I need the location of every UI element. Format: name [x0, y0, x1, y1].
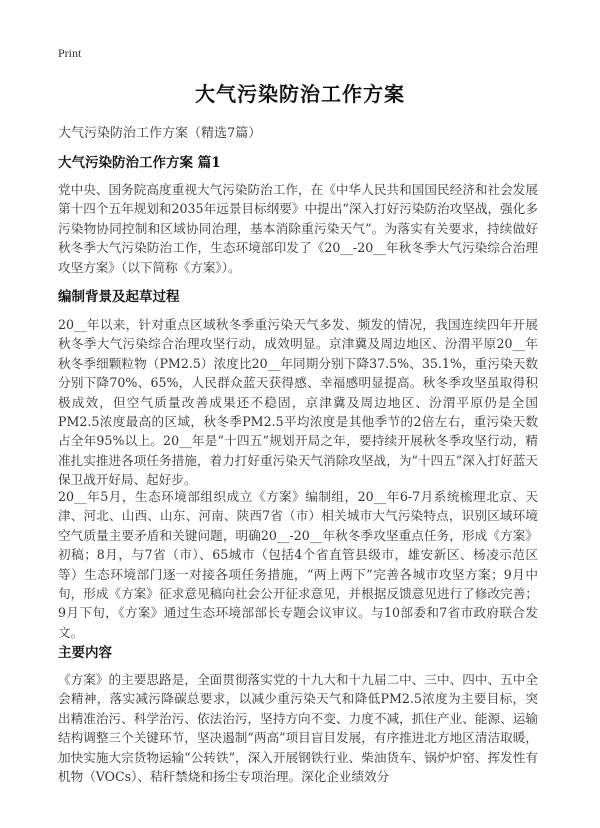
content-paragraph-1: 《方案》的主要思路是，全面贯彻落实党的十九大和十九届二中、三中、四中、五中全会精神，落实减污降碳总要求，以减少重污染天气和降低PM2.5浓度为主要目标，突出精准治污、科学治污、依法治污，坚持方向不变、力度不减，抓住产业、能源、运输结构调整三个关键环节，坚决遏制“两高”项目盲目发展，有序推进北方地区清洁取暖，加快实施大宗货物运输“公转铁”，深入开展钢铁行业、柴油货车、锅炉炉窑、挥发性有机物（VOCs）、秸秆禁烧和扬尘专项治理。深化企业绩效分 [58, 672, 538, 785]
print-link[interactable]: Print [58, 46, 82, 60]
background-paragraph-2: 20__年5月，生态环境部组织成立《方案》编制组，20__年6-7月系统梳理北京、天津、河北、山西、山东、河南、陕西7省（市）相关城市大气污染特点，识别区域环境空气质量主要矛盾和关键问题，明确20__-20__年秋冬季攻坚重点任务，形成《方案》初稿；8月，与7省（市）、65城市（包括4个省直管县级市，雄安新区、杨凌示范区等）生态环境部门逐一对接各项任务措施，“两上两下”完善各城市攻坚方案；9月中旬，形成《方案》征求意见稿向社会公开征求意见，并根据反馈意见进行了修改完善；9月下旬，《方案》通过生态环境部部长专题会议审议。与10部委和7省市政府联合发文。 [58, 489, 538, 640]
content-section-heading: 主要内容 [58, 645, 112, 661]
document-title: 大气污染防治工作方案 [195, 82, 405, 106]
part1-intro-paragraph: 党中央、国务院高度重视大气污染防治工作，在《中华人民共和国国民经济和社会发展第十四个五年规划和2035年远景目标纲要》中提出“深入打好污染防治攻坚战，强化多污染物协同控制和区域协同治理，基本消除重污染天气”。为落实有关要求，持续做好秋冬季大气污染防治工作，生态环境部印发了《20__-20__年秋冬季大气污染综合治理攻坚方案》（以下简称《方案》）。 [58, 182, 538, 275]
background-section-heading: 编制背景及起草过程 [58, 289, 180, 305]
background-paragraph-1: 20__年以来，针对重点区域秋冬季重污染天气多发、频发的情况，我国连续四年开展秋冬季大气污染综合治理攻坚行动，成效明显。京津冀及周边地区、汾渭平原20__年秋冬季细颗粒物（PM2.5）浓度比20__年同期分别下降37.5%、35.1%，重污染天数分别下降70%、65%，人民群众蓝天获得感、幸福感明显提高。秋冬季攻坚虽取得积极成效，但空气质量改善成果还不稳固，京津冀及周边地区、汾渭平原仍是全国PM2.5浓度最高的区域，秋冬季PM2.5平均浓度是其他季节的2倍左右，重污染天数占全年95%以上。20__年是“十四五”规划开局之年，要持续开展秋冬季攻坚行动，精准扎实推进各项任务措施，着力打好重污染天气消除攻坚战，为“十四五”深入打好蓝天保卫战开好局、起好步。 [58, 317, 538, 488]
part1-heading: 大气污染防治工作方案 篇1 [58, 155, 221, 171]
document-subtitle: 大气污染防治工作方案（精选7篇） [58, 126, 262, 141]
